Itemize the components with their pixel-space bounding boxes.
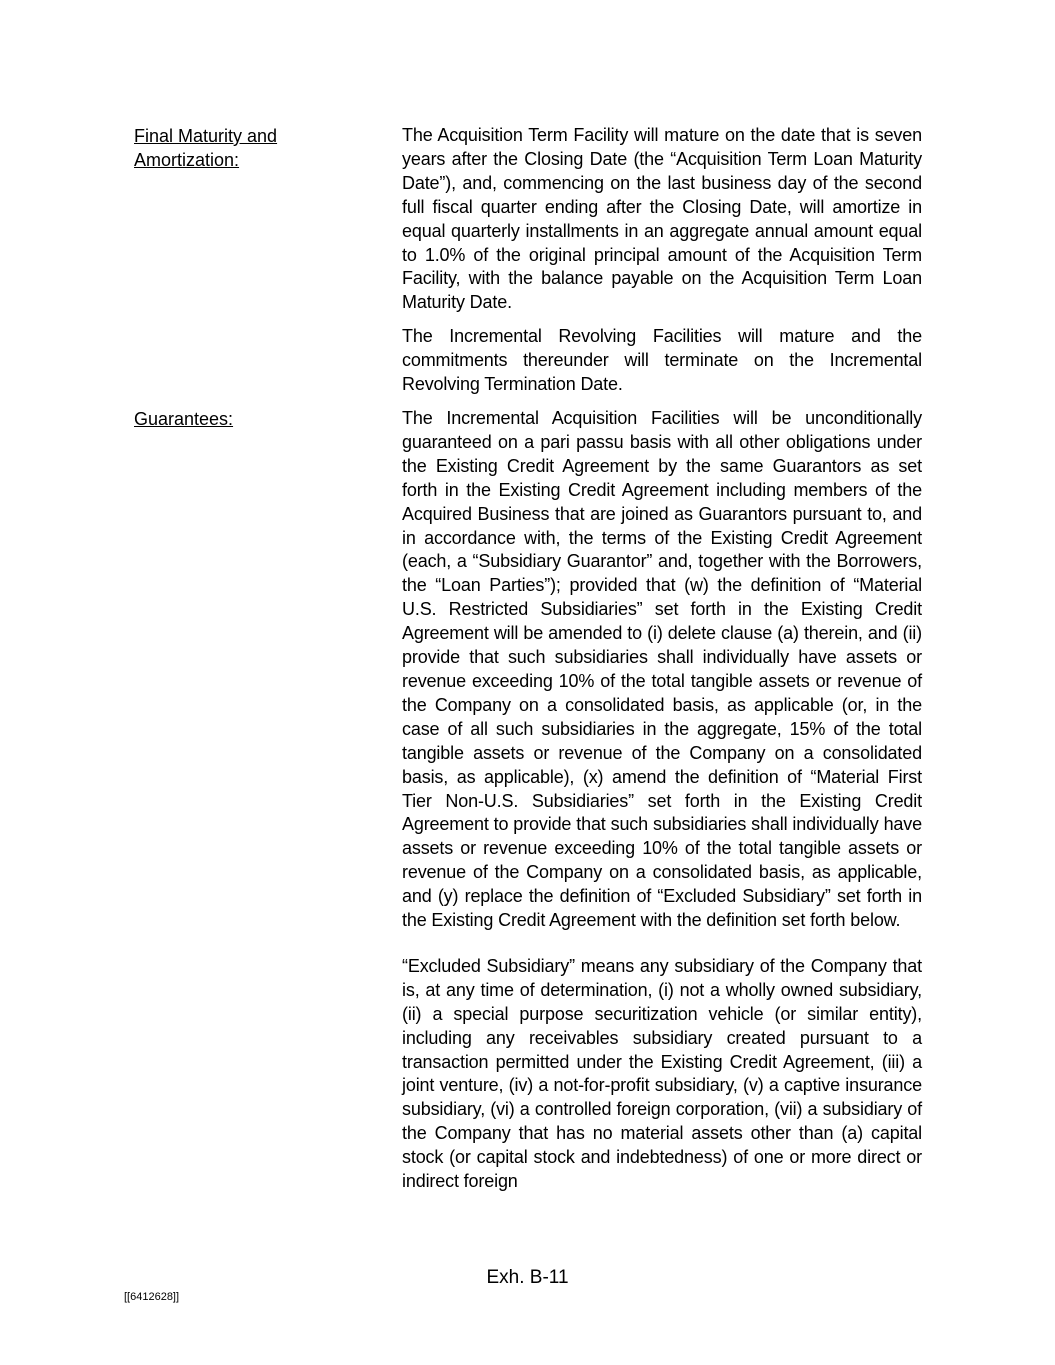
section-label-guarantees: Guarantees:	[134, 409, 234, 429]
section-body-final-maturity	[402, 124, 922, 407]
paragraph-term-facility-maturity: The Acquisition Term Facility will mature on the date that is seven years after the Closing Date (the “Acquisition Term Loan Maturity Date”), and, commencing on the last business day of the second full fiscal quarter ending after the Closing Date, will amortize in equal quarterly installments in an aggregate annual amount equal to 1.0% of the original principal amount of the Acquisition Term Facility, with the balance payable on the Acquisition Term Loan Maturity Date.	[402, 125, 922, 313]
page-number-label: Exh. B-11	[486, 1267, 569, 1288]
paragraph-revolving-maturity: The Incremental Revolving Facilities will mature and the commitments thereunder will terminate on the Incremental Revolving Termination Date.	[402, 326, 922, 395]
paragraph-excluded-subsidiary: “Excluded Subsidiary” means any subsidiary of the Company that is, at any time of determination, (i) not a wholly owned subsidiary, (ii) a special purpose securitization vehicle (or similar entity), including any receivables subsidiary created pursuant to a transaction permitted under the Existing Credit Agreement, (iii) a joint venture, (iv) a not-for-profit subsidiary, (v) a captive insurance subsidiary, (vi) a controlled foreign corporation, (vii) a subsidiary of the Company that has no material assets other than (a) capital stock (or capital stock and indebtedness) of one or more direct or indirect foreign	[402, 955, 922, 1192]
section-label-final-maturity: Final Maturity and Amortization:	[134, 126, 278, 170]
document-id: [[6412628]]	[124, 1291, 180, 1303]
section-body-guarantees	[402, 407, 922, 1194]
paragraph-guarantees: The Incremental Acquisition Facilities will be unconditionally guaranteed on a pari passu basis with all other obligations under the Existing Credit Agreement by the same Guarantors as set forth in the Existing Credit Agreement including members of the Acquired Business that are joined as Guarantors pursuant to, and in accordance with, the terms of the Existing Credit Agreement (each, a “Subsidiary Guarantor” and, together with the Borrowers, the “Loan Parties”); provided that (w) the definition of “Material U.S. Restricted Subsidiaries” set forth in the Existing Credit Agreement will be amended to (i) delete clause (a) therein, and (ii) provide that such subsidiaries shall individually have assets or revenue exceeding 10% of the total tangible assets or revenue of the Company on a consolidated basis, as applicable (or, in the case of all such subsidiaries in the aggregate, 15% of the total tangible assets or revenue of the Company on a consolidated basis, as applicable), (x) amend the definition of “Material First Tier Non-U.S. Subsidiaries” set forth in the Existing Credit Agreement to provide that such subsidiaries shall individually have assets or revenue exceeding 10% of the total tangible assets or revenue of the Company on a consolidated basis, as applicable, and (y) replace the definition of “Excluded Subsidiary” set forth in the Existing Credit Agreement with the definition set forth below.	[402, 408, 922, 931]
